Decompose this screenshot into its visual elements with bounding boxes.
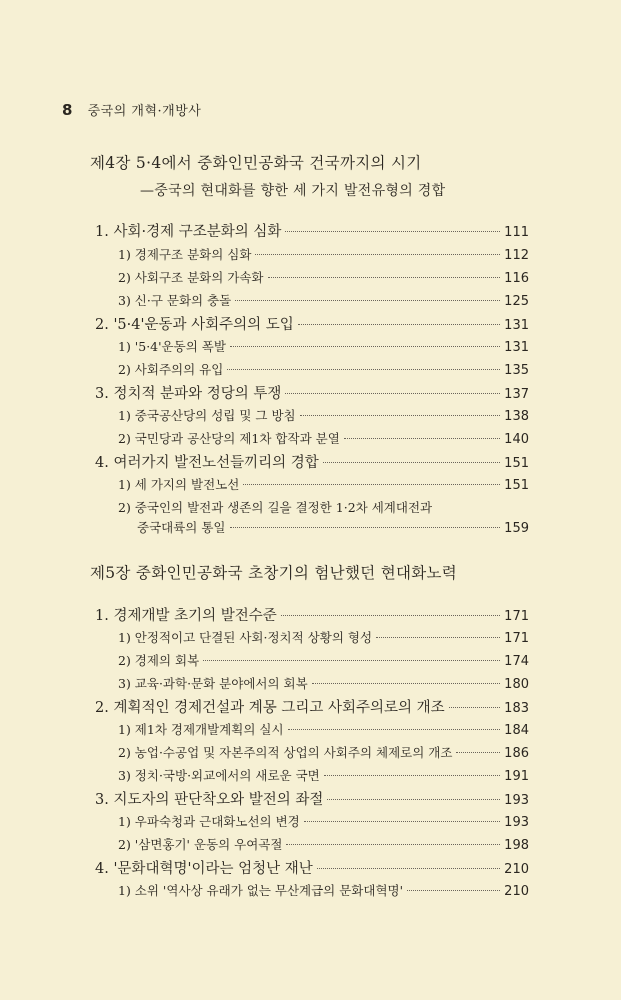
dot-leader <box>230 527 501 528</box>
toc-entry <box>118 835 529 853</box>
dot-leader <box>285 231 500 232</box>
toc-entry-label: 1) 우파숙청과 근대화노선의 변경 <box>118 814 300 829</box>
toc-entry-label: 1) 안정적이고 단결된 사회·정치적 상황의 형성 <box>118 630 373 645</box>
running-header <box>62 100 201 119</box>
toc-entry <box>118 475 529 493</box>
toc-entry-label: 2) 사회주의의 유입 <box>118 362 224 377</box>
dot-leader <box>376 637 500 638</box>
dot-leader <box>407 890 500 891</box>
toc-entry-label: 3) 신·구 문화의 충돌 <box>118 293 232 308</box>
dot-leader <box>255 254 500 255</box>
toc-entry-page: 151 <box>504 456 529 471</box>
toc-entry-page: 116 <box>504 271 529 286</box>
toc-entry-page: 171 <box>504 631 529 646</box>
dot-leader <box>268 277 501 278</box>
toc-entry <box>118 245 529 263</box>
toc-entry-page: 193 <box>504 815 529 830</box>
toc-entry <box>118 720 529 738</box>
toc-entry-page: 131 <box>504 318 529 333</box>
toc-entry-page: 171 <box>504 609 529 624</box>
toc-entry-label: 2) 중국인의 발전과 생존의 길을 결정한 1·2차 세계대전과 <box>118 500 433 515</box>
toc-entry-label: 중국대륙의 통일 <box>137 520 226 535</box>
toc-entry <box>95 788 529 809</box>
dot-leader <box>285 393 500 394</box>
toc-entry-label: 1) 중국공산당의 성립 및 그 방침 <box>118 408 296 423</box>
dot-leader <box>203 660 500 661</box>
toc-entry-page: 125 <box>504 294 529 309</box>
toc-entry-page: 138 <box>504 409 529 424</box>
toc-entry-page: 191 <box>504 769 529 784</box>
toc-entry-page: 180 <box>504 677 529 692</box>
toc-entry-page: 174 <box>504 654 529 669</box>
toc-entry-label: 4. '문화대혁명'이라는 엄청난 재난 <box>95 861 313 877</box>
dot-leader <box>286 844 500 845</box>
toc-entry-page: 210 <box>504 862 529 877</box>
toc-entry-page: 131 <box>504 340 529 355</box>
toc-entry-label: 1) 제1차 경제개발계획의 실시 <box>118 722 284 737</box>
dot-leader <box>300 415 501 416</box>
toc-entry-label: 1. 경제개발 초기의 발전수준 <box>95 608 277 624</box>
toc-entry <box>95 220 529 241</box>
toc-entry <box>95 857 529 878</box>
toc-entry <box>118 766 529 784</box>
toc-entry-page: 186 <box>504 746 529 761</box>
dot-leader <box>304 821 500 822</box>
toc-entry-label: 3. 정치적 분파와 정당의 투쟁 <box>95 386 282 402</box>
dot-leader <box>235 300 500 301</box>
dot-leader <box>288 729 501 730</box>
toc-entry-page: 183 <box>504 701 529 716</box>
book-title: 중국의 개혁·개방사 <box>87 104 202 119</box>
toc-entry-page: 151 <box>504 478 529 493</box>
toc-entry <box>118 881 529 899</box>
dot-leader <box>327 799 500 800</box>
toc-entry-label: 2) 경제의 회복 <box>118 653 200 668</box>
toc-entry <box>95 382 529 403</box>
toc-entry <box>137 518 529 536</box>
toc-entry <box>118 337 529 355</box>
dot-leader <box>312 683 500 684</box>
toc-entry-page: 135 <box>504 363 529 378</box>
toc-entry <box>118 674 529 692</box>
dot-leader <box>281 615 500 616</box>
toc-entry-label: 2. '5·4'운동과 사회주의의 도입 <box>95 317 294 333</box>
toc-entry-label: 1) 세 가지의 발전노선 <box>118 477 240 492</box>
dot-leader <box>344 438 500 439</box>
toc-entry <box>95 451 529 472</box>
toc-entry-label: 2) 농업·수공업 및 자본주의적 상업의 사회주의 체제로의 개조 <box>118 745 453 760</box>
chapter-4-subtitle: —중국의 현대화를 향한 세 가지 발전유형의 경합 <box>140 183 446 199</box>
toc-entry-label: 1) 경제구조 분화의 심화 <box>118 247 252 262</box>
dot-leader <box>323 462 500 463</box>
toc-entry-page: 140 <box>504 432 529 447</box>
toc-entry <box>118 812 529 830</box>
toc-entry-label: 3) 교육·과학·문화 분야에서의 회복 <box>118 676 308 691</box>
dot-leader <box>227 369 500 370</box>
toc-entry <box>118 429 529 447</box>
dot-leader <box>243 484 500 485</box>
toc-entry-page: 137 <box>504 387 529 402</box>
toc-entry-label: 2) 국민당과 공산당의 제1차 합작과 분열 <box>118 431 340 446</box>
toc-entry <box>118 498 529 516</box>
dot-leader <box>449 707 501 708</box>
toc-entry <box>118 743 529 761</box>
toc-entry-label: 3. 지도자의 판단착오와 발전의 좌절 <box>95 792 324 808</box>
toc-entry-label: 3) 정치·국방·외교에서의 새로운 국면 <box>118 768 320 783</box>
page-number: 8 <box>62 101 73 119</box>
toc-entry <box>95 313 529 334</box>
toc-entry-page: 112 <box>504 248 529 263</box>
toc-entry-label: 1) '5·4'운동의 폭발 <box>118 339 226 354</box>
toc-entry-page: 111 <box>504 225 529 240</box>
toc-entry <box>95 696 529 717</box>
toc-entry-page: 193 <box>504 793 529 808</box>
dot-leader <box>298 324 500 325</box>
toc-entry <box>118 406 529 424</box>
toc-entry <box>118 651 529 669</box>
dot-leader <box>324 775 500 776</box>
toc-entry <box>118 360 529 378</box>
toc-entry-label: 2) '삼면홍기' 운동의 우여곡절 <box>118 837 283 852</box>
toc-entry-page: 184 <box>504 723 529 738</box>
toc-entry <box>118 291 529 309</box>
dot-leader <box>230 346 500 347</box>
toc-entry-page: 198 <box>504 838 529 853</box>
dot-leader <box>317 868 500 869</box>
toc-entry-page: 159 <box>504 521 529 536</box>
toc-entry <box>95 604 529 625</box>
toc-entry-page: 210 <box>504 884 529 899</box>
toc-entry <box>118 628 529 646</box>
toc-entry <box>118 268 529 286</box>
toc-entry-label: 1. 사회·경제 구조분화의 심화 <box>95 224 282 240</box>
toc-entry-label: 2) 사회구조 분화의 가속화 <box>118 270 264 285</box>
toc-entry-label: 2. 계획적인 경제건설과 계몽 그리고 사회주의로의 개조 <box>95 700 445 716</box>
dot-leader <box>456 752 500 753</box>
toc-entry-label: 1) 소위 '역사상 유래가 없는 무산계급의 문화대혁명' <box>118 883 404 898</box>
chapter-5-title: 제5장 중화인민공화국 초창기의 험난했던 현대화노력 <box>90 564 458 582</box>
toc-entry-label: 4. 여러가지 발전노선들끼리의 경합 <box>95 455 319 471</box>
chapter-4-title: 제4장 5·4에서 중화인민공화국 건국까지의 시기 <box>90 154 422 172</box>
